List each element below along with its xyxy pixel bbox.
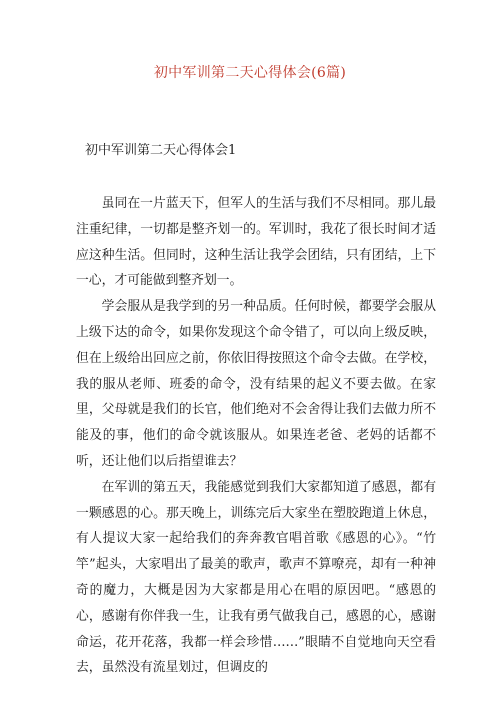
- section-heading: 初中军训第二天心得体会1: [85, 143, 237, 158]
- document-title: 初中军训第二天心得体会(6篇): [153, 65, 347, 81]
- paragraph: 学会服从是我学到的另一种品质。任何时候，都要学会服从上级下达的命令，如果你发现这个命令错了，可以向上级反映，但在上级给出回应之前，你依旧得按照这个命令去做。在学校，我的服从老师、班委的命令，没有结果的起义不要去做。在家里，父母就是我们的长官，他们绝对不会舍得让我们去做力所不能及的事，他们的命令就该服从。如果连老爸、老妈的话都不听，还让他们以后指望谁去？: [76, 299, 436, 469]
- document-body: [76, 191, 436, 681]
- paragraph: 虽同在一片蓝天下，但军人的生活与我们不尽相同。那儿最注重纪律，一切都是整齐划一的。军训时，我花了很长时间才适应这种生活。但同时，这种生活让我学会团结，只有团结，上下一心，才可能做到整齐划一。: [76, 196, 436, 289]
- paragraph: 在军训的第五天，我能感觉到我们大家都知道了感恩，都有一颗感恩的心。那天晚上，训练完后大家坐在塑胶跑道上休息，有人提议大家一起给我们的奔奔教官唱首歌《感恩的心》。“竹竿”起头，大家唱出了最美的歌声，歌声不算嘹亮，却有一种神奇的魔力，大概是因为大家都是用心在唱的原因吧。“感恩的心，感谢有你伴我一生，让我有勇气做我自己，感恩的心，感谢命运，花开花落，我都一样会珍惜……”眼睛不自觉地向天空看去，虽然没有流星划过，但调皮的: [76, 479, 436, 676]
